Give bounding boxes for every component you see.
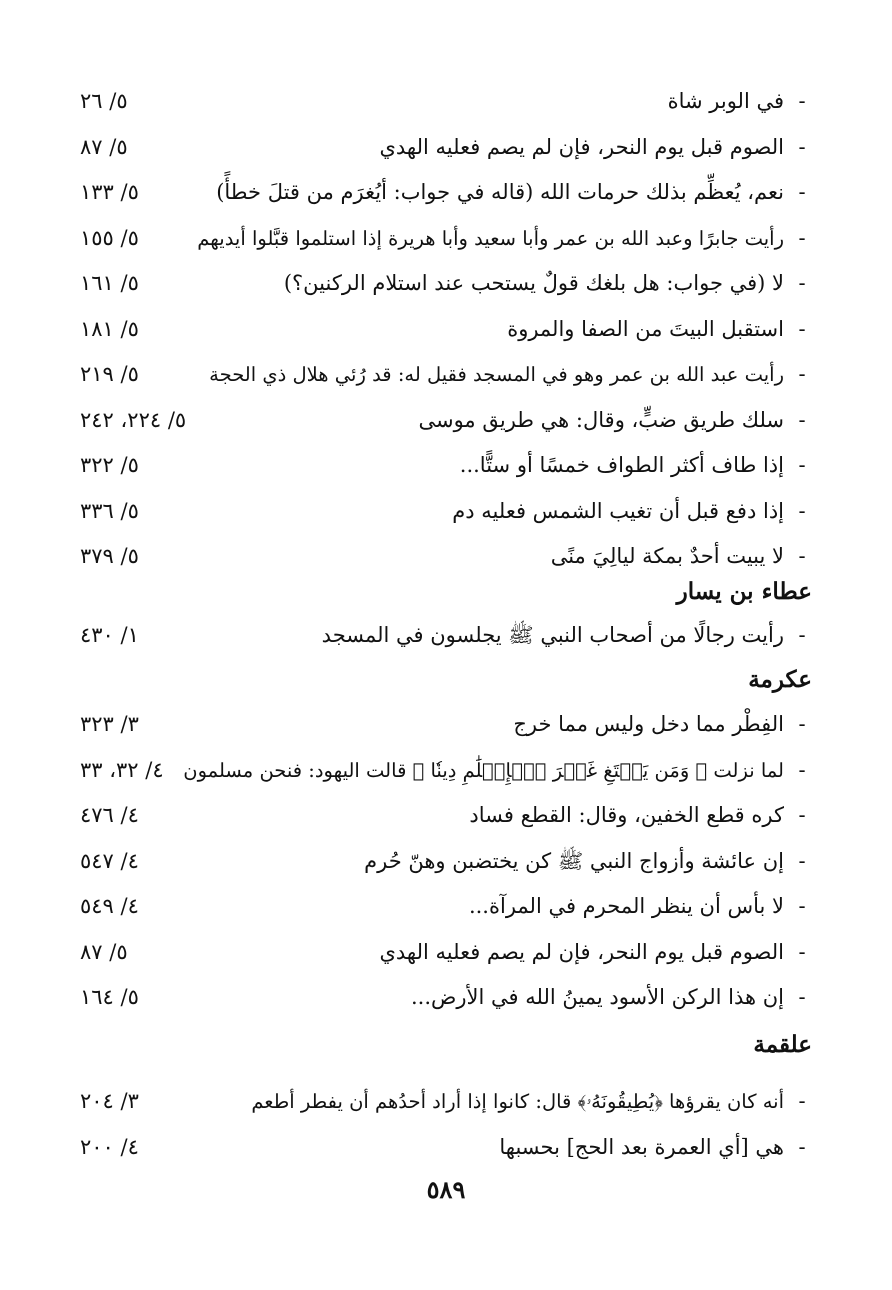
index-entry <box>80 216 812 262</box>
entry-reference: ٥/ ٣٧٩ <box>80 544 139 568</box>
entry-dash: - <box>798 894 806 918</box>
entry-text: لا بأس أن ينظر المحرم في المرآة... <box>468 894 784 918</box>
index-entry <box>80 702 812 748</box>
entry-reference: ١/ ٤٣٠ <box>80 623 139 647</box>
section-heading: علقمة <box>753 1031 812 1058</box>
entries-group-2 <box>80 613 812 659</box>
index-entry <box>80 839 812 885</box>
entry-text: إن عائشة وأزواج النبي ﷺ كن يختضبن وهنّ حُرم <box>364 848 784 873</box>
entry-text: استقبل البيتَ من الصفا والمروة <box>507 316 784 341</box>
entry-text: نعم، يُعظِّم بذلك حرمات الله (قاله في جواب: أيُغرَم من قتلَ خطأً) <box>216 180 784 204</box>
entry-reference: ٤/ ٤٧٦ <box>80 803 139 827</box>
entry-text: أنه كان يقرؤها ﴿يُطِيقُونَهُۥ﴾ قال: كانوا إذا أراد أحدُهم أن يفطر أطعم <box>251 1090 784 1113</box>
index-entry <box>80 352 812 398</box>
page-number: ٥٨٩ <box>426 1175 466 1204</box>
entry-reference: ٥/ ٨٧ <box>80 939 128 964</box>
entry-text: إن هذا الركن الأسود يمينُ الله في الأرض... <box>411 985 784 1009</box>
entry-text: الفِطْر مما دخل وليس مما خرج <box>513 712 784 736</box>
index-entry <box>80 975 812 1021</box>
index-entry <box>80 748 812 794</box>
entry-dash: - <box>798 1089 806 1113</box>
entry-text: لا يبيت أحدٌ بمكة ليالِيَ منًى <box>550 544 784 568</box>
entry-reference: ٥/ ٣٣٦ <box>80 498 139 523</box>
entries-group-1 <box>80 79 812 580</box>
index-entry <box>80 613 812 659</box>
index-entry <box>80 884 812 930</box>
entry-text: رأيت رجالًا من أصحاب النبي ﷺ يجلسون في المسجد <box>321 623 784 647</box>
entry-dash: - <box>798 939 806 964</box>
entry-text: إذا طاف أكثر الطواف خمسًا أو ستًّا... <box>459 453 784 477</box>
entries-group-4 <box>80 1079 812 1170</box>
entry-reference: ٤/ ٥٤٩ <box>80 894 139 918</box>
index-entry <box>80 307 812 353</box>
entry-dash: - <box>798 134 806 159</box>
entry-reference: ٥/ ١٥٥ <box>80 225 139 250</box>
entry-text: رأيت جابرًا وعبد الله بن عمر وأبا سعيد وأبا هريرة إذا استلموا قبَّلوا أيديهم <box>197 226 784 250</box>
entry-reference: ٥/ ٢١٩ <box>80 362 139 386</box>
entry-reference: ٣/ ٢٠٤ <box>80 1089 139 1113</box>
entry-text: رأيت عبد الله بن عمر وهو في المسجد فقيل له: قد رُئي هلال ذي الحجة <box>209 363 784 386</box>
entry-dash: - <box>798 225 806 250</box>
entry-text: إذا دفع قبل أن تغيب الشمس فعليه دم <box>452 498 784 523</box>
index-entry <box>80 489 812 535</box>
index-entry <box>80 261 812 307</box>
entry-text: كره قطع الخفين، وقال: القطع فساد <box>469 803 784 827</box>
entry-dash: - <box>798 407 806 432</box>
entry-reference: ٤/ ٥٤٧ <box>80 848 139 873</box>
entry-text: هي [أي العمرة بعد الحج] بحسبها <box>499 1134 784 1159</box>
entry-dash: - <box>798 498 806 523</box>
index-entry <box>80 793 812 839</box>
index-entry <box>80 443 812 489</box>
entry-dash: - <box>798 1134 806 1159</box>
entry-reference: ٥/ ٢٢٤، ٢٤٢ <box>80 407 187 432</box>
entry-reference: ٤/ ٣٢، ٣٣ <box>80 757 164 782</box>
entry-dash: - <box>798 803 806 827</box>
entries-group-3 <box>80 702 812 1021</box>
entry-reference: ٥/ ١٦٤ <box>80 985 139 1009</box>
entry-dash: - <box>798 271 806 295</box>
entry-dash: - <box>798 89 806 113</box>
entry-reference: ٥/ ١٨١ <box>80 316 139 341</box>
index-entry <box>80 170 812 216</box>
entry-reference: ٥/ ١٦١ <box>80 271 139 295</box>
entry-dash: - <box>798 985 806 1009</box>
entry-text: الصوم قبل يوم النحر، فإن لم يصم فعليه الهدي <box>379 939 784 964</box>
entry-dash: - <box>798 712 806 736</box>
entry-reference: ٣/ ٣٢٣ <box>80 712 139 736</box>
entry-text: لما نزلت ﴿ وَمَن يَبۡتَغِ غَيۡرَ ٱلۡإِسۡلَٰمِ دِينٗا ﴾ قالت اليهود: فنحن مسلمون <box>183 758 784 782</box>
entry-dash: - <box>798 848 806 873</box>
entry-text: سلك طريق ضبٍّ، وقال: هي طريق موسى <box>418 407 784 432</box>
entry-reference: ٥/ ٢٦ <box>80 89 128 113</box>
section-heading: عطاء بن يسار <box>676 578 812 605</box>
section-heading: عكرمة <box>748 666 812 693</box>
entry-text: لا (في جواب: هل بلغك قولٌ يستحب عند استلام الركنين؟) <box>283 271 784 295</box>
entry-dash: - <box>798 623 806 647</box>
index-entry <box>80 398 812 444</box>
entry-text: في الوبر شاة <box>667 89 784 113</box>
index-entry <box>80 1125 812 1171</box>
entry-reference: ٤/ ٢٠٠ <box>80 1134 139 1159</box>
entry-dash: - <box>798 362 806 386</box>
entry-reference: ٥/ ٨٧ <box>80 134 128 159</box>
index-entry <box>80 125 812 171</box>
entry-text: الصوم قبل يوم النحر، فإن لم يصم فعليه الهدي <box>379 134 784 159</box>
index-entry <box>80 930 812 976</box>
entry-dash: - <box>798 316 806 341</box>
index-entry <box>80 1079 812 1125</box>
entry-dash: - <box>798 757 806 782</box>
entry-dash: - <box>798 453 806 477</box>
index-entry <box>80 79 812 125</box>
entry-reference: ٥/ ٣٢٢ <box>80 453 139 477</box>
entry-dash: - <box>798 180 806 204</box>
entry-reference: ٥/ ١٣٣ <box>80 180 139 204</box>
entry-dash: - <box>798 544 806 568</box>
